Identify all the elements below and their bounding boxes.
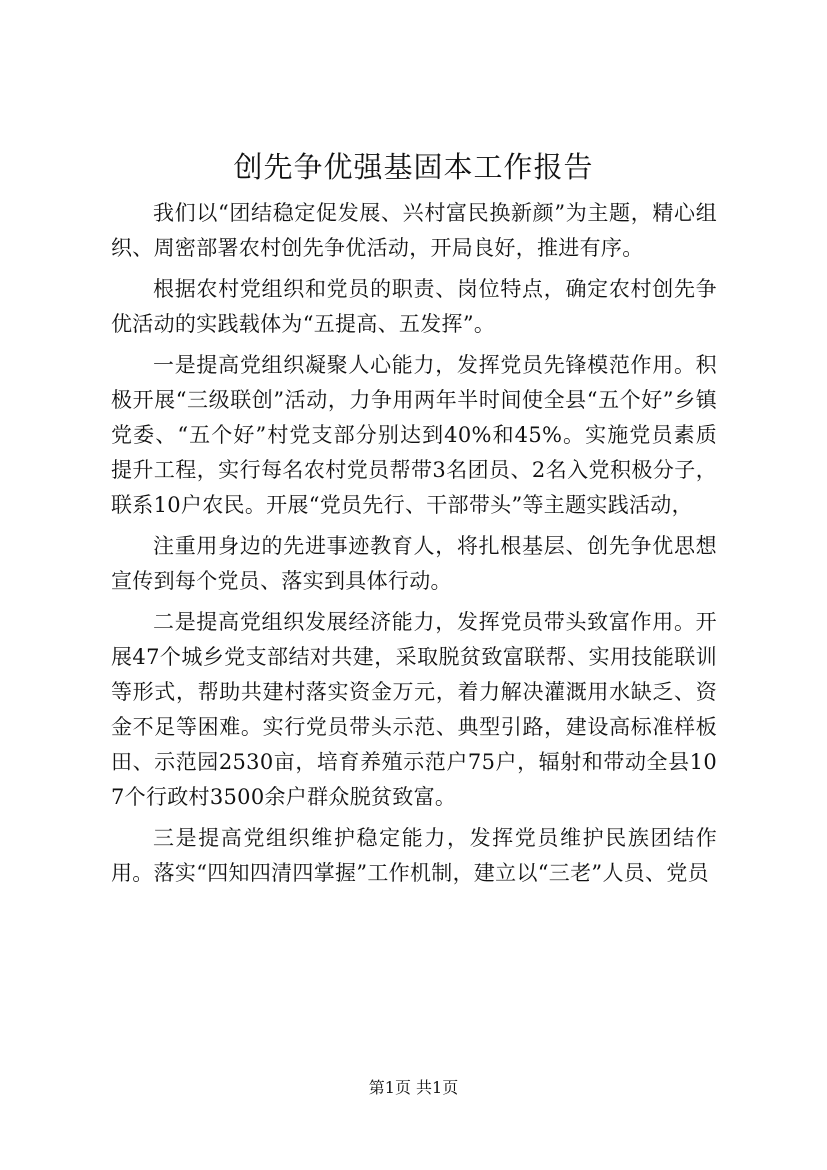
paragraph-point-two: 二是提高党组织发展经济能力，发挥党员带头致富作用。开展47个城乡党支部结对共建，采取脱贫致富联帮、实用技能联训等形式，帮助共建村落实资金万元，着力解决灌溉用水缺乏、资金不足等困难。实行党员带头示范、典型引路，建设高标准样板田、示范园2530亩，培育养殖示范户75户，辐射和带动全县107个行政村3500余户群众脱贫致富。	[111, 610, 717, 809]
paragraph-point-one: 一是提高党组织凝聚人心能力，发挥党员先锋模范作用。积极开展“三级联创”活动，力争用两年半时间使全县“五个好”乡镇党委、“五个好”村党支部分别达到40%和45%。实施党员素质提升工程，实行每名农村党员帮带3名团员、2名入党积极分子，联系10户农民。开展“党员先行、干部带头”等主题实践活动，	[111, 353, 717, 517]
document-body	[111, 196, 717, 897]
paragraph-carrier: 根据农村党组织和党员的职责、岗位特点，确定农村创先争优活动的实践载体为“五提高、五发挥”。	[111, 277, 717, 336]
paragraph-education: 注重用身边的先进事迹教育人，将扎根基层、创先争优思想宣传到每个党员、落实到具体行动。	[111, 534, 717, 593]
page-number-footer: 第1页 共1页	[368, 1078, 459, 1097]
document-title: 创先争优强基固本工作报告	[233, 150, 594, 184]
paragraph-intro: 我们以“团结稳定促发展、兴村富民换新颜”为主题，精心组织、周密部署农村创先争优活动，开局良好，推进有序。	[111, 201, 717, 260]
paragraph-point-three: 三是提高党组织维护稳定能力，发挥党员维护民族团结作用。落实“四知四清四掌握”工作机制，建立以“三老”人员、党员	[111, 826, 717, 885]
